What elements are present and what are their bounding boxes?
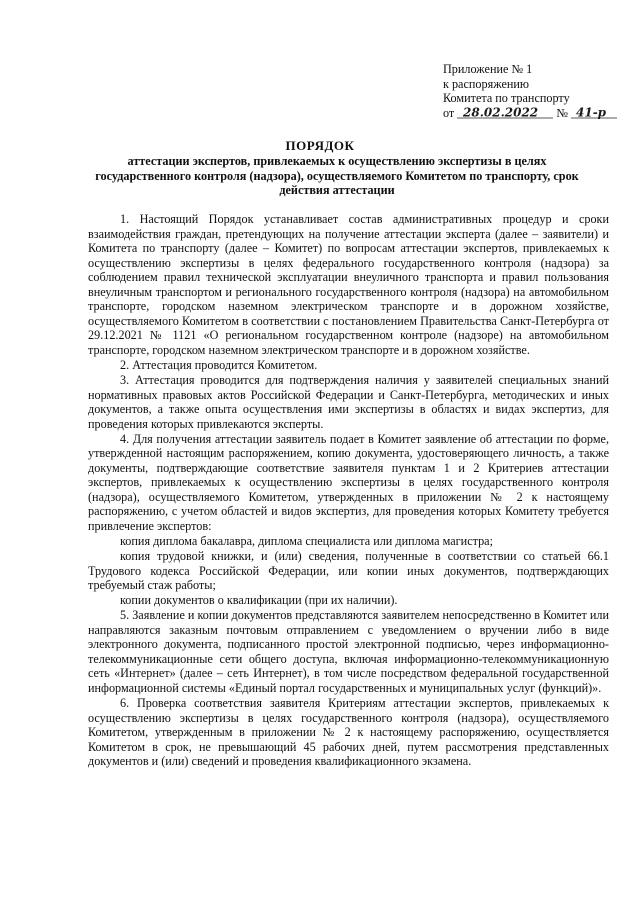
handwritten-date-text: 28.02.2022 [463, 105, 539, 120]
document-body [88, 212, 609, 769]
document-subtitle: аттестации экспертов, привлекаемых к осуществлению экспертизы в целях государственного контроля (надзора), осуществляемого Комитетом по транспорту, срок действия аттестации [95, 154, 579, 198]
paragraph-6: 6. Проверка соответствия заявителя Критериям аттестации экспертов, привлекаемых к осуществлению экспертизы в целях государственного контроля (надзора), осуществляемого Комитетом, утвержденным в приложении № 2 к настоящему распоряжению, осуществляется Комитетом в срок, не превышающий 45 рабочих дней, путем рассмотрения представленных документов и (или) сведений и проведения квалификационного экзамена. [88, 696, 609, 769]
list-item-diploma: копия диплома бакалавра, диплома специалиста или диплома магистра; [120, 534, 493, 549]
paragraph-2: 2. Аттестация проводится Комитетом. [120, 357, 318, 372]
annex-header [443, 62, 613, 120]
paragraph-4: 4. Для получения аттестации заявитель подает в Комитет заявление об аттестации по форме, утвержденной настоящим распоряжением, копию документа, удостоверяющего личность, а также документы, подтверждающие соответствие заявителя пунктам 1 и 2 Критериев аттестации экспертов, привлекаемых к осуществлению экспертизы в целях государственного контроля (надзора), осуществляемого Комитетом, утвержденных в приложении № 2 к настоящему распоряжению, с учетом областей и видов экспертиз, для проведения которых Комитету требуется привлечение экспертов: [88, 431, 609, 533]
annex-committee: Комитета по транспорту [443, 91, 570, 106]
list-item-qualification: копии документов о квалификации (при их наличии). [120, 593, 398, 608]
paragraph-3: 3. Аттестация проводится для подтверждения наличия у заявителей специальных знаний нормативных правовых актов Российской Федерации и Санкт-Петербурга, методических и иных документов, а также опыта осуществления ими экспертизы в областях и видах экспертиз, для проведения которых привлекаются эксперты. [88, 373, 609, 431]
paragraph-5: 5. Заявление и копии документов представляются заявителем непосредственно в Комитет или направляются заказным почтовым отправлением с уведомлением о вручении либо в виде электронного документа, подписанного простой электронной подписью, через информационно-телекоммуникационные сети общего доступа, включая информационно-телекоммуникационную сеть «Интернет» (далее – сеть Интернет), в том числе посредством федеральной государственной информационной системы «Единый портал государственных и муниципальных услуг (функций)». [88, 608, 609, 695]
annex-order-ref: к распоряжению [443, 76, 530, 91]
handwritten-number-text: 41-р [576, 105, 607, 120]
paragraph-1: 1. Настоящий Порядок устанавливает состав административных процедур и сроки взаимодействия граждан, претендующих на получение аттестации эксперта (далее – заявители) и Комитета по транспорту (далее – Комитет) по вопросам аттестации экспертов, привлекаемых к осуществлению экспертизы в целях федерального государственного контроля (надзора) за соблюдением правил технической эксплуатации внеуличного транспорта и правил пользования внеуличным транспортом и регионального государственного контроля (надзора) на автомобильном транспорте, городском наземном электрическом транспорте и в дорожном хозяйстве, осуществляемого Комитетом в соответствии с постановлением Правительства Санкт-Петербурга от 29.12.2021 № 1121 «О региональном государственном контроле (надзоре) на автомобильном транспорте, городском наземном электрическом транспорте и в дорожном хозяйстве. [88, 212, 609, 357]
handwritten-number [571, 106, 617, 120]
list-item-workbook: копия трудовой книжки, и (или) сведения, полученные в соответствии со статьей 66.1 Трудового кодекса Российской Федерации, или копии иных документов, подтверждающих требуемый стаж работы; [88, 549, 609, 593]
annex-date-line [443, 106, 613, 121]
document-title: ПОРЯДОК [285, 138, 355, 153]
handwritten-date [457, 106, 553, 120]
number-prefix: № [556, 105, 568, 120]
annex-title: Приложение № 1 [443, 62, 533, 76]
date-prefix: от [443, 105, 455, 120]
